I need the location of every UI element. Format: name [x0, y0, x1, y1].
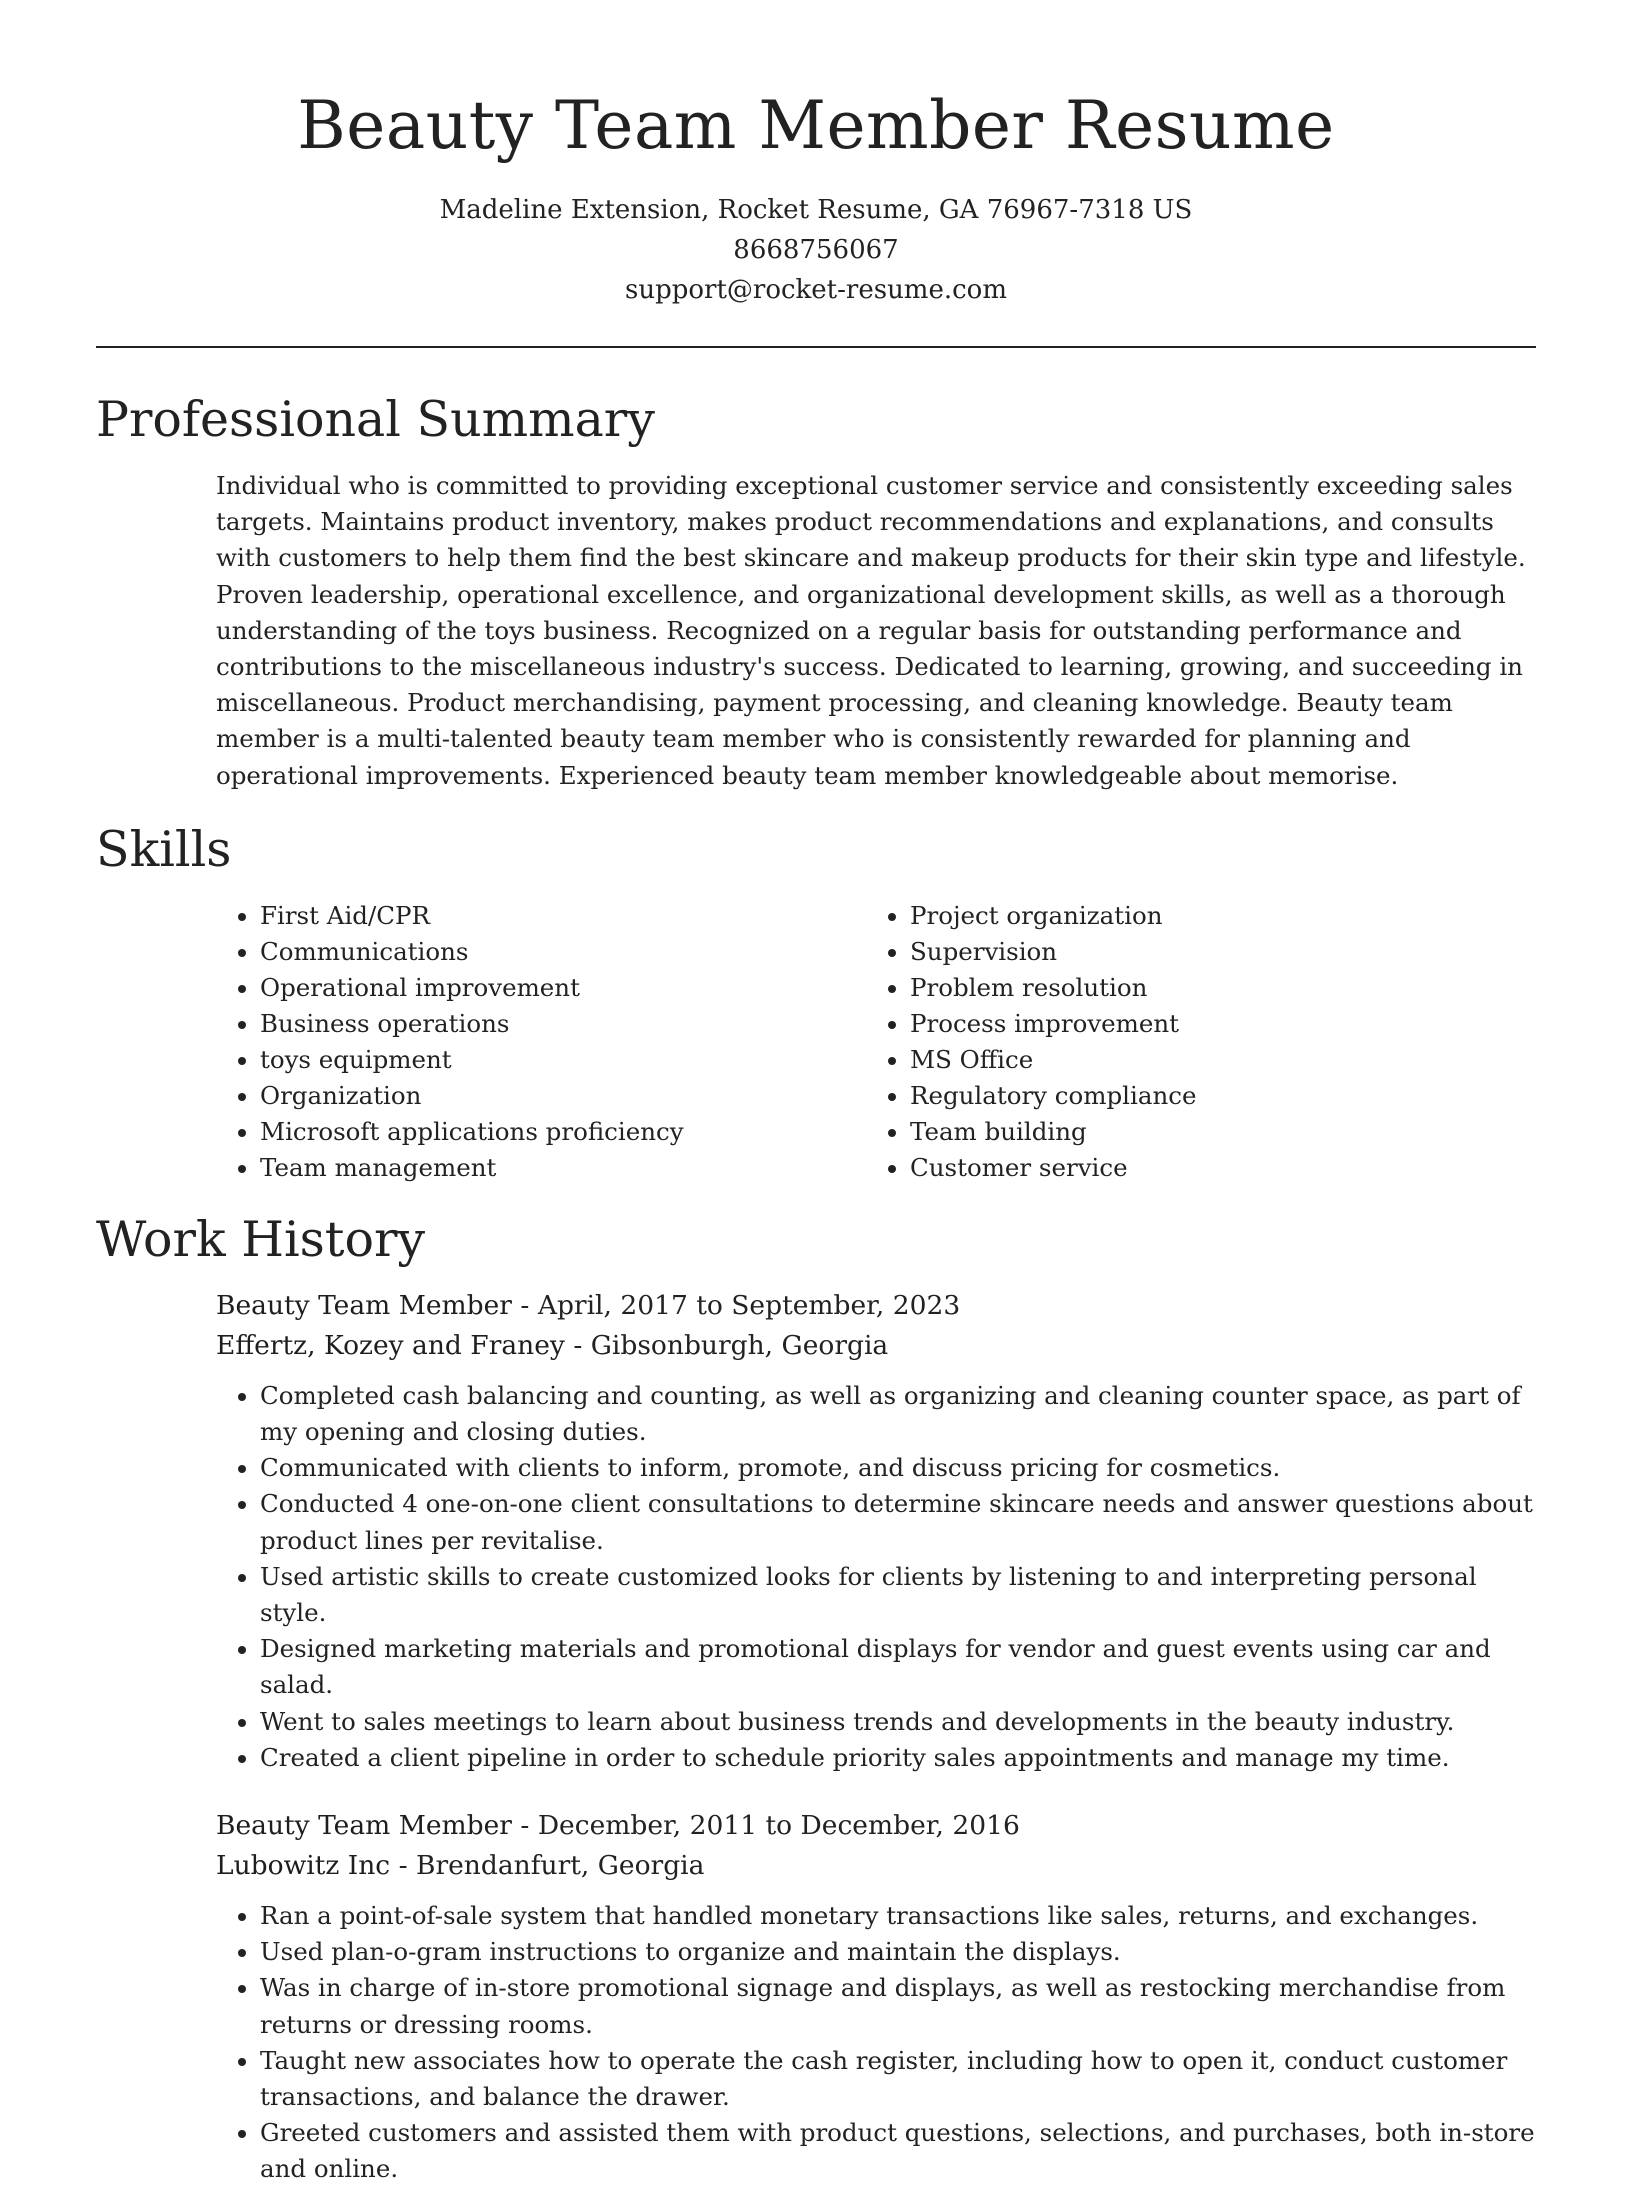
job-company: Effertz, Kozey and Franey: [216, 1329, 565, 1361]
job-dates: April, 2017 to September, 2023: [537, 1289, 961, 1321]
skills-section: [96, 818, 1536, 1186]
job-role: Beauty Team Member: [216, 1289, 512, 1321]
header-divider: [96, 346, 1536, 348]
job-duty: • Ran a point-of-sale system that handled monetary transactions like sales, returns, and exchanges.: [260, 1898, 1536, 1934]
skill-item: • Operational improvement: [260, 970, 746, 1006]
skill-item: • First Aid/CPR: [260, 898, 746, 934]
contact-address: Madeline Extension, Rocket Resume, GA 76967-7318 US: [439, 195, 1193, 225]
summary-heading: Professional Summary: [96, 391, 655, 448]
skill-item: • Microsoft applications proficiency: [260, 1114, 746, 1150]
work-history-heading: Work History: [96, 1210, 426, 1268]
job-location: Brendanfurt, Georgia: [415, 1850, 705, 1882]
skills-list-right: [746, 898, 1396, 1186]
summary-text: Individual who is committed to providing exceptional customer service and consistently exceeding sales targets. Maintains product inventory, makes product recommendations and explanations, and consults with customers to help them find the best skincare and makeup products for their skin type and lifestyle. Proven leadership, operational excellence, and organizational development skills, as well as a thorough understanding of the toys business. Recognized on a regular basis for outstanding performance and contributions to the miscellaneous industry's success. Dedicated to learning, growing, and succeeding in miscellaneous. Product merchandising, payment processing, and cleaning knowledge. Beauty team member is a multi-talented beauty team member who is consistently rewarded for planning and operational improvements. Experienced beauty team member knowledgeable about memorise.: [216, 471, 1526, 790]
job-entry: [216, 1286, 1536, 1776]
summary-section: [96, 388, 1536, 794]
job-title-line: [216, 1286, 1536, 1326]
job-company: Lubowitz Inc: [216, 1850, 391, 1882]
skills-columns: [96, 898, 1536, 1186]
resume-header: [0, 0, 1632, 310]
skill-item: • Problem resolution: [910, 970, 1396, 1006]
skill-item: • MS Office: [910, 1042, 1396, 1078]
skill-item: • Business operations: [260, 1006, 746, 1042]
skill-item: • Project organization: [910, 898, 1396, 934]
job-entry: [216, 1806, 1536, 2188]
skill-item: • Team building: [910, 1114, 1396, 1150]
job-company-line: [216, 1326, 1536, 1366]
skill-item: • toys equipment: [260, 1042, 746, 1078]
skill-item: • Customer service: [910, 1150, 1396, 1186]
contact-email: support@rocket-resume.com: [624, 275, 1007, 305]
job-duty: • Created a client pipeline in order to schedule priority sales appointments and manage my time.: [260, 1740, 1536, 1776]
job-duty: • Designed marketing materials and promotional displays for vendor and guest events using car and salad.: [260, 1631, 1536, 1703]
skill-item: • Communications: [260, 934, 746, 970]
skill-item: • Regulatory compliance: [910, 1078, 1396, 1114]
contact-phone: 8668756067: [733, 235, 899, 265]
job-dates: December, 2011 to December, 2016: [537, 1810, 1020, 1842]
skills-heading: Skills: [96, 820, 232, 878]
job-role: Beauty Team Member: [216, 1810, 512, 1842]
job-duty: • Greeted customers and assisted them with product questions, selections, and purchases, both in-store and online.: [260, 2115, 1536, 2187]
job-duty: • Went to sales meetings to learn about business trends and developments in the beauty industry.: [260, 1704, 1536, 1740]
resume-title: Beauty Team Member Resume: [297, 87, 1335, 164]
job-duty: • Used plan-o-gram instructions to organize and maintain the displays.: [260, 1934, 1536, 1970]
skills-list-left: [96, 898, 746, 1186]
skill-item: • Process improvement: [910, 1006, 1396, 1042]
job-separator: -: [520, 1810, 538, 1842]
skill-item: • Organization: [260, 1078, 746, 1114]
job-duty: • Used artistic skills to create customized looks for clients by listening to and interpreting personal style.: [260, 1559, 1536, 1631]
job-title-line: [216, 1806, 1536, 1846]
job-duty: • Taught new associates how to operate the cash register, including how to open it, conduct customer transactions, and balance the drawer.: [260, 2043, 1536, 2115]
job-duties: [216, 1378, 1536, 1776]
job-separator: -: [520, 1289, 538, 1321]
job-duty: • Communicated with clients to inform, promote, and discuss pricing for cosmetics.: [260, 1450, 1536, 1486]
skill-item: • Team management: [260, 1150, 746, 1186]
job-duty: • Was in charge of in-store promotional signage and displays, as well as restocking merchandise from returns or dressing rooms.: [260, 1970, 1536, 2042]
job-separator: -: [398, 1850, 416, 1882]
work-history-section: [96, 1208, 1536, 2188]
job-duty: • Conducted 4 one-on-one client consultations to determine skincare needs and answer questions about product lines per revitalise.: [260, 1486, 1536, 1558]
skill-item: • Supervision: [910, 934, 1396, 970]
job-duties: [216, 1898, 1536, 2188]
job-duty: • Completed cash balancing and counting, as well as organizing and cleaning counter space, as part of my opening and closing duties.: [260, 1378, 1536, 1450]
contact-block: [0, 190, 1632, 310]
job-separator: -: [573, 1329, 591, 1361]
job-company-line: [216, 1846, 1536, 1886]
job-location: Gibsonburgh, Georgia: [590, 1329, 889, 1361]
